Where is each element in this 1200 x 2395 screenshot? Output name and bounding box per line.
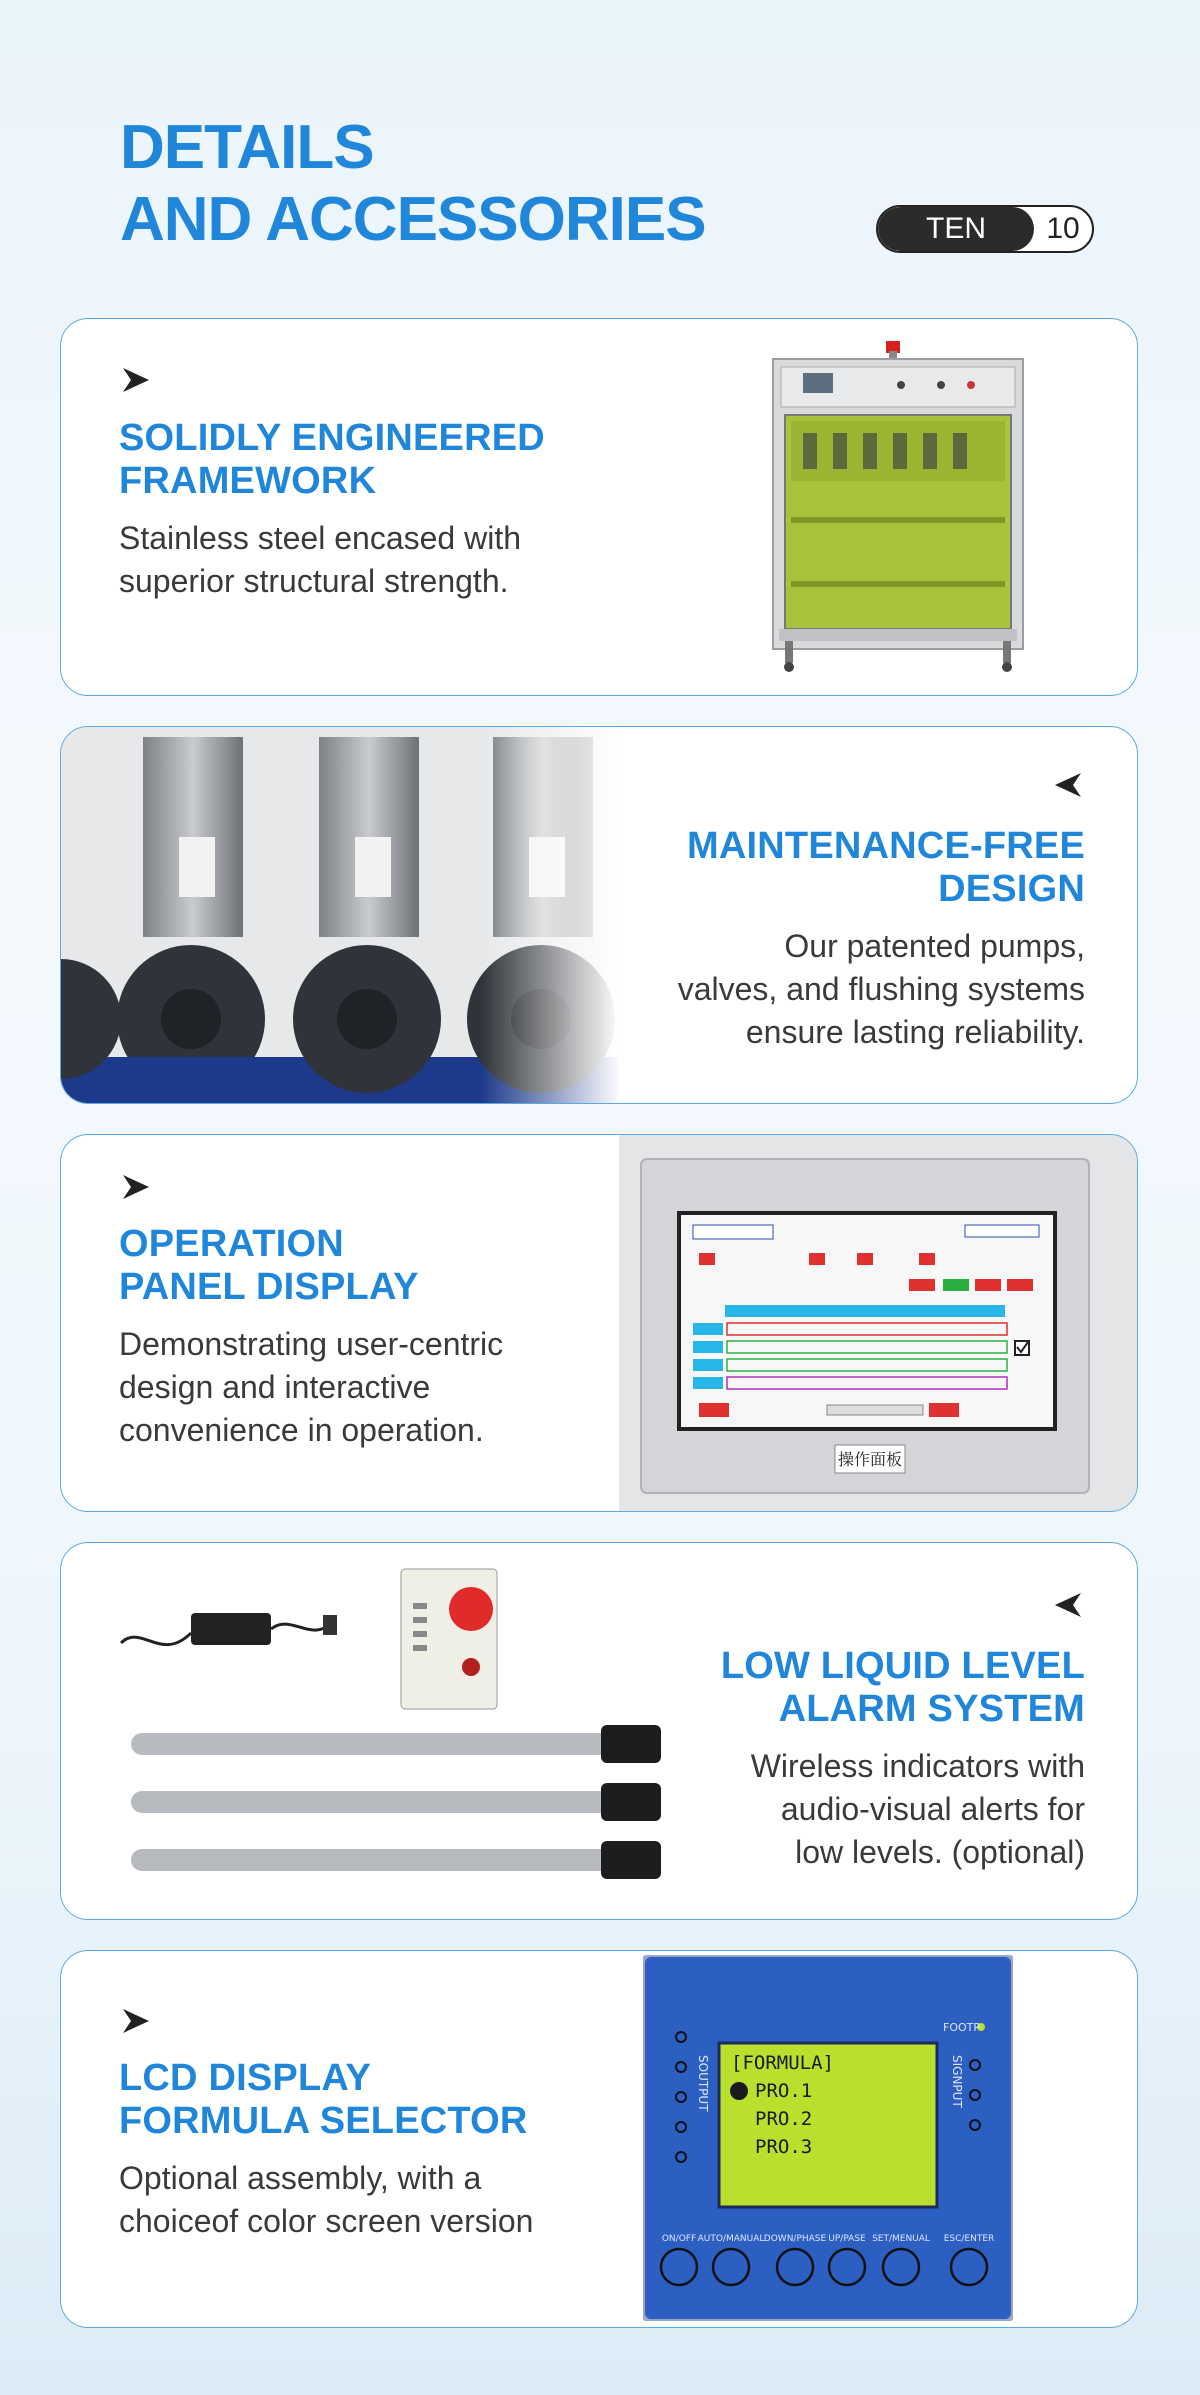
- chevron-right-icon: [121, 366, 151, 394]
- feature-card-operation-panel: [60, 1134, 1138, 1512]
- feature-card-framework: [60, 318, 1138, 696]
- badge-number: 10: [1046, 212, 1080, 245]
- card-description: Our patented pumps, valves, and flushing systems ensure lasting reliability.: [677, 928, 1085, 1050]
- pump-row-image: [61, 727, 621, 1104]
- panel-plate-label: 操作面板: [837, 1450, 903, 1469]
- lcd-line-4: PRO.3: [755, 2136, 813, 2158]
- lcd-button-label: SET/MENUAL: [872, 2234, 930, 2244]
- operation-panel-image: [619, 1135, 1138, 1512]
- lcd-button-label: DOWN/PHASE: [763, 2234, 827, 2244]
- lcd-line-1: [FORMULA]: [731, 2052, 834, 2074]
- feature-card-alarm-system: [60, 1542, 1138, 1920]
- chevron-left-icon: [1053, 771, 1083, 799]
- page-title-line-2: AND ACCESSORIES: [120, 185, 706, 254]
- card-description: Demonstrating user-centric design and interactive convenience in operation.: [119, 1326, 504, 1448]
- lcd-top-right-label: FOOTP: [943, 2021, 980, 2034]
- feature-card-maintenance: [60, 726, 1138, 1104]
- chevron-right-icon: [121, 1173, 151, 1201]
- card-description: Optional assembly, with a choiceof color screen version: [119, 2160, 534, 2239]
- feature-card-lcd-selector: [60, 1950, 1138, 2328]
- lcd-button-label: ON/OFF: [661, 2234, 697, 2244]
- lcd-selector-image: [643, 1955, 1013, 2321]
- card-title: SOLIDLY ENGINEERED FRAMEWORK: [119, 417, 545, 502]
- lcd-right-label: SIGNPUT: [950, 2055, 964, 2108]
- card-title: LOW LIQUID LEVEL ALARM SYSTEM: [720, 1645, 1085, 1730]
- card-title: MAINTENANCE-FREE DESIGN: [687, 825, 1085, 910]
- lcd-left-label: SOUTPUT: [696, 2055, 710, 2112]
- dosing-cabinet-image: [741, 341, 1041, 681]
- lcd-button-label: ESC/ENTER: [943, 2234, 995, 2244]
- lcd-button-label: UP/PASE: [828, 2234, 866, 2244]
- lcd-button-label: AUTO/MANUAL: [697, 2234, 765, 2244]
- card-description: Stainless steel encased with superior structural strength.: [119, 520, 521, 599]
- chevron-left-icon: [1053, 1591, 1083, 1619]
- page-title: [120, 112, 706, 256]
- lcd-line-2: PRO.1: [755, 2080, 813, 2102]
- section-badge: [876, 205, 1094, 253]
- card-description: Wireless indicators with audio-visual alerts for low levels. (optional): [750, 1748, 1085, 1870]
- card-title: LCD DISPLAY FORMULA SELECTOR: [119, 2057, 528, 2142]
- page-title-line-1: DETAILS: [120, 113, 374, 182]
- card-title: OPERATION PANEL DISPLAY: [119, 1223, 419, 1308]
- badge-label: TEN: [878, 207, 1034, 251]
- chevron-right-icon: [121, 2007, 151, 2035]
- lcd-line-3: PRO.2: [755, 2108, 813, 2130]
